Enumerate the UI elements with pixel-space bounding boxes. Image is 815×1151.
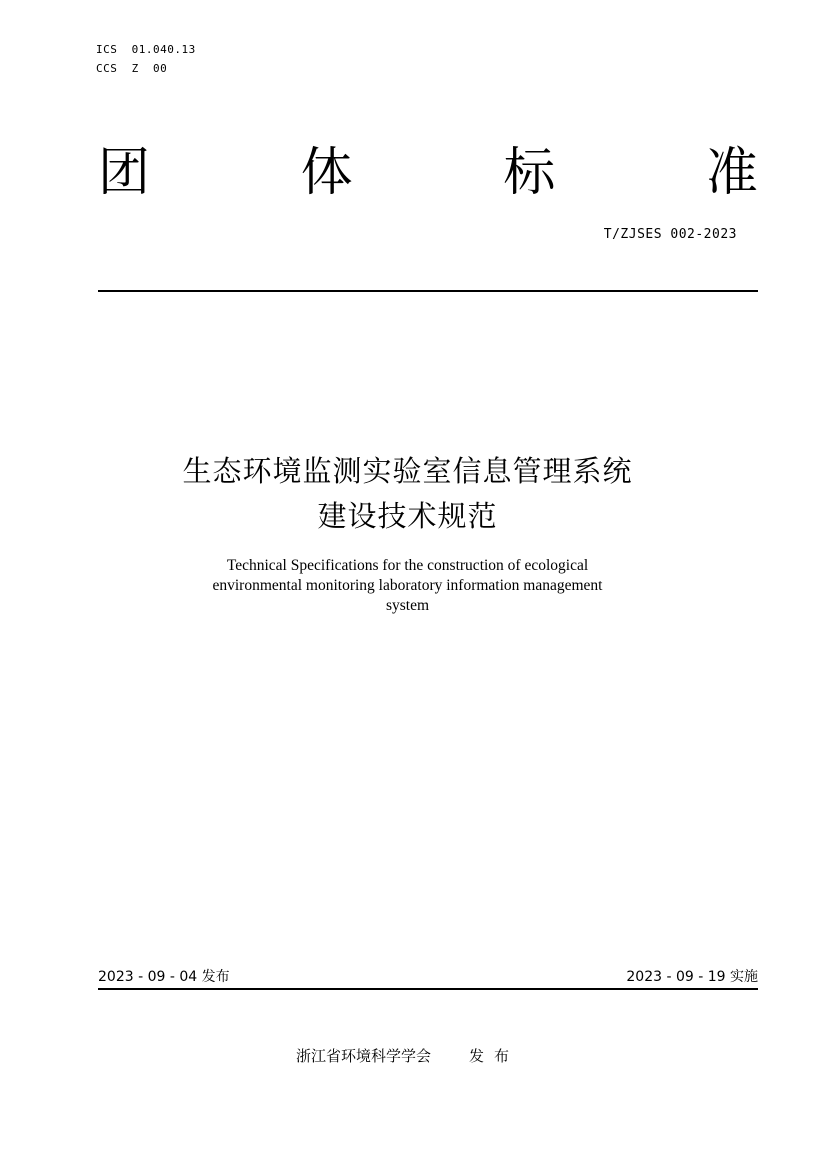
document-title-en-line3: system bbox=[385, 597, 430, 614]
document-title-zh-line1: 生态环境监测实验室信息管理系统 bbox=[182, 454, 633, 488]
bottom-divider bbox=[98, 988, 758, 990]
ccs-code: CCS Z 00 bbox=[96, 62, 168, 75]
classification-codes bbox=[96, 40, 196, 78]
top-divider bbox=[98, 290, 758, 292]
document-title-zh-line2: 建设技术规范 bbox=[317, 499, 498, 533]
publisher-action: 发布 bbox=[469, 1047, 520, 1065]
standard-type-heading bbox=[98, 138, 758, 208]
standard-code: T/ZJSES 002-2023 bbox=[603, 227, 737, 242]
publisher-organization: 浙江省环境科学学会 bbox=[295, 1047, 431, 1065]
implementation-date: 2023 - 09 - 19 实施 bbox=[626, 969, 758, 985]
ics-code: ICS 01.040.13 bbox=[96, 43, 196, 56]
document-title-en-line1: Technical Specifications for the construction of ecological bbox=[226, 557, 589, 574]
standard-type-char-3: 标 bbox=[503, 143, 556, 203]
publisher-line bbox=[0, 1045, 815, 1066]
document-title-en bbox=[0, 556, 815, 616]
standard-type-char-4: 准 bbox=[705, 143, 758, 203]
standard-type-char-2: 体 bbox=[300, 143, 353, 203]
release-date: 2023 - 09 - 04 发布 bbox=[98, 969, 230, 985]
standard-type-char-1: 团 bbox=[98, 143, 151, 203]
document-title-en-line2: environmental monitoring laboratory information management bbox=[212, 577, 603, 594]
